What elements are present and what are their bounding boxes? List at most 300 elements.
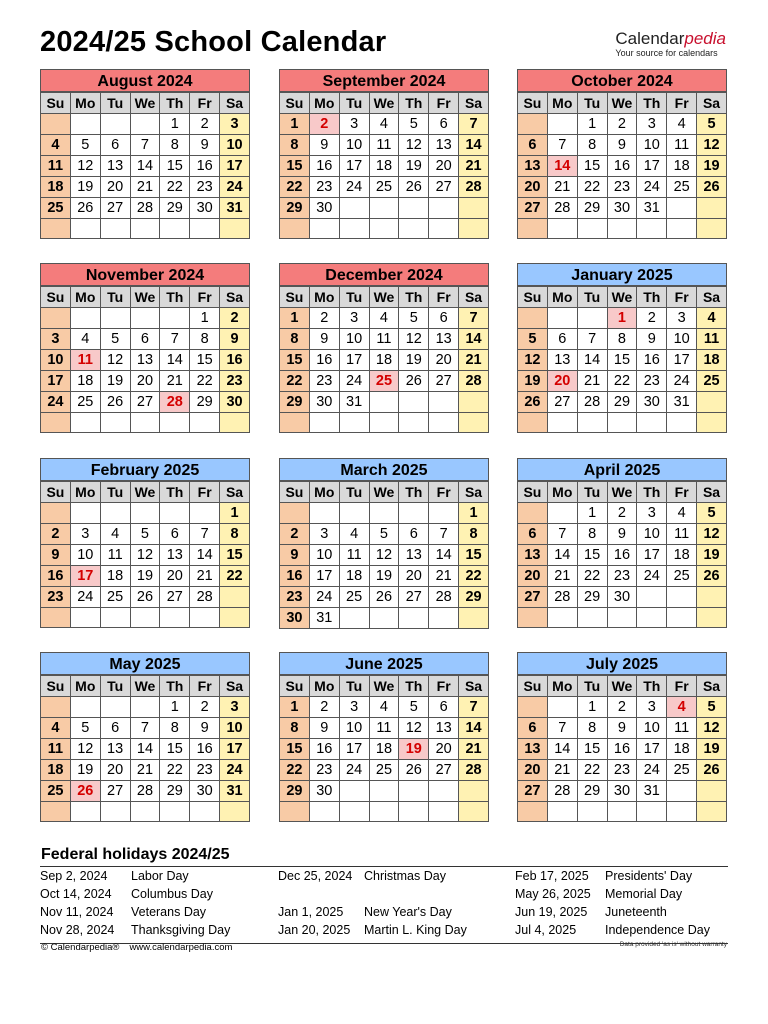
day-cell[interactable]: 18 [100, 566, 130, 587]
day-cell[interactable]: 4 [70, 329, 100, 350]
day-cell[interactable]: 25 [697, 371, 727, 392]
day-cell[interactable]: 30 [190, 781, 220, 802]
day-cell[interactable]: 19 [399, 156, 429, 177]
day-cell[interactable]: 25 [667, 177, 697, 198]
day-cell[interactable]: 10 [637, 718, 667, 739]
day-cell[interactable]: 1 [577, 114, 607, 135]
day-cell[interactable]: 9 [309, 718, 339, 739]
day-cell[interactable]: 26 [70, 198, 100, 219]
day-cell[interactable]: 12 [697, 135, 727, 156]
day-cell[interactable]: 10 [309, 545, 339, 566]
day-cell[interactable]: 25 [667, 760, 697, 781]
day-cell[interactable]: 11 [697, 329, 727, 350]
day-cell[interactable]: 9 [607, 135, 637, 156]
holiday-day-cell[interactable]: 20 [547, 371, 577, 392]
day-cell[interactable]: 17 [339, 350, 369, 371]
day-cell[interactable]: 1 [160, 697, 190, 718]
day-cell[interactable]: 6 [518, 135, 548, 156]
day-cell[interactable]: 3 [339, 114, 369, 135]
day-cell[interactable]: 9 [190, 718, 220, 739]
day-cell[interactable]: 8 [577, 718, 607, 739]
day-cell[interactable]: 8 [220, 524, 250, 545]
holiday-day-cell[interactable]: 26 [70, 781, 100, 802]
day-cell[interactable]: 15 [280, 156, 310, 177]
day-cell[interactable]: 3 [41, 329, 71, 350]
day-cell[interactable]: 24 [220, 760, 250, 781]
day-cell[interactable]: 20 [518, 177, 548, 198]
day-cell[interactable]: 19 [100, 371, 130, 392]
day-cell[interactable]: 2 [309, 308, 339, 329]
day-cell[interactable]: 8 [607, 329, 637, 350]
holiday-day-cell[interactable]: 11 [70, 350, 100, 371]
holiday-day-cell[interactable]: 28 [160, 392, 190, 413]
day-cell[interactable]: 18 [667, 739, 697, 760]
day-cell[interactable]: 28 [547, 587, 577, 608]
day-cell[interactable]: 9 [41, 545, 71, 566]
day-cell[interactable]: 29 [190, 392, 220, 413]
day-cell[interactable]: 11 [369, 329, 399, 350]
day-cell[interactable]: 1 [577, 697, 607, 718]
day-cell[interactable]: 6 [160, 524, 190, 545]
day-cell[interactable]: 15 [220, 545, 250, 566]
day-cell[interactable]: 18 [369, 156, 399, 177]
day-cell[interactable]: 27 [100, 198, 130, 219]
day-cell[interactable]: 9 [607, 718, 637, 739]
day-cell[interactable]: 26 [518, 392, 548, 413]
day-cell[interactable]: 23 [607, 760, 637, 781]
day-cell[interactable]: 20 [518, 760, 548, 781]
day-cell[interactable]: 2 [220, 308, 250, 329]
day-cell[interactable]: 13 [100, 156, 130, 177]
day-cell[interactable]: 16 [309, 156, 339, 177]
day-cell[interactable]: 10 [339, 329, 369, 350]
day-cell[interactable]: 30 [637, 392, 667, 413]
day-cell[interactable]: 23 [607, 177, 637, 198]
day-cell[interactable]: 8 [160, 718, 190, 739]
day-cell[interactable]: 14 [130, 156, 160, 177]
day-cell[interactable]: 12 [100, 350, 130, 371]
day-cell[interactable]: 19 [70, 177, 100, 198]
day-cell[interactable]: 16 [190, 739, 220, 760]
day-cell[interactable]: 7 [547, 718, 577, 739]
day-cell[interactable]: 23 [280, 587, 310, 608]
day-cell[interactable]: 21 [130, 760, 160, 781]
day-cell[interactable]: 6 [130, 329, 160, 350]
day-cell[interactable]: 17 [667, 350, 697, 371]
day-cell[interactable]: 22 [607, 371, 637, 392]
day-cell[interactable]: 4 [339, 524, 369, 545]
day-cell[interactable]: 12 [130, 545, 160, 566]
day-cell[interactable]: 10 [70, 545, 100, 566]
day-cell[interactable]: 7 [459, 114, 489, 135]
day-cell[interactable]: 29 [280, 392, 310, 413]
day-cell[interactable]: 22 [160, 177, 190, 198]
day-cell[interactable]: 28 [130, 198, 160, 219]
day-cell[interactable]: 8 [280, 135, 310, 156]
day-cell[interactable]: 11 [339, 545, 369, 566]
day-cell[interactable]: 9 [280, 545, 310, 566]
day-cell[interactable]: 23 [220, 371, 250, 392]
day-cell[interactable]: 21 [547, 177, 577, 198]
day-cell[interactable]: 19 [70, 760, 100, 781]
day-cell[interactable]: 7 [160, 329, 190, 350]
day-cell[interactable]: 29 [577, 781, 607, 802]
day-cell[interactable]: 19 [697, 545, 727, 566]
day-cell[interactable]: 18 [667, 156, 697, 177]
day-cell[interactable]: 29 [280, 781, 310, 802]
day-cell[interactable]: 14 [459, 135, 489, 156]
day-cell[interactable]: 1 [160, 114, 190, 135]
day-cell[interactable]: 1 [280, 697, 310, 718]
day-cell[interactable]: 19 [697, 739, 727, 760]
day-cell[interactable]: 8 [459, 524, 489, 545]
day-cell[interactable]: 22 [160, 760, 190, 781]
footer-url[interactable]: www.calendarpedia.com [129, 942, 233, 953]
day-cell[interactable]: 7 [130, 718, 160, 739]
day-cell[interactable]: 3 [637, 697, 667, 718]
day-cell[interactable]: 28 [190, 587, 220, 608]
day-cell[interactable]: 5 [399, 308, 429, 329]
day-cell[interactable]: 31 [637, 198, 667, 219]
day-cell[interactable]: 9 [220, 329, 250, 350]
holiday-day-cell[interactable]: 17 [70, 566, 100, 587]
day-cell[interactable]: 22 [280, 371, 310, 392]
day-cell[interactable]: 23 [41, 587, 71, 608]
day-cell[interactable]: 5 [399, 697, 429, 718]
day-cell[interactable]: 10 [637, 524, 667, 545]
day-cell[interactable]: 26 [399, 760, 429, 781]
day-cell[interactable]: 6 [429, 308, 459, 329]
day-cell[interactable]: 13 [518, 739, 548, 760]
day-cell[interactable]: 27 [518, 781, 548, 802]
day-cell[interactable]: 16 [607, 545, 637, 566]
day-cell[interactable]: 28 [577, 392, 607, 413]
day-cell[interactable]: 10 [220, 135, 250, 156]
day-cell[interactable]: 29 [160, 781, 190, 802]
day-cell[interactable]: 15 [577, 156, 607, 177]
day-cell[interactable]: 26 [130, 587, 160, 608]
day-cell[interactable]: 8 [577, 524, 607, 545]
day-cell[interactable]: 31 [637, 781, 667, 802]
day-cell[interactable]: 27 [399, 587, 429, 608]
day-cell[interactable]: 3 [220, 114, 250, 135]
day-cell[interactable]: 13 [518, 156, 548, 177]
day-cell[interactable]: 14 [429, 545, 459, 566]
day-cell[interactable]: 7 [429, 524, 459, 545]
day-cell[interactable]: 21 [190, 566, 220, 587]
day-cell[interactable]: 27 [160, 587, 190, 608]
day-cell[interactable]: 15 [280, 739, 310, 760]
day-cell[interactable]: 21 [459, 739, 489, 760]
day-cell[interactable]: 17 [339, 739, 369, 760]
day-cell[interactable]: 3 [637, 503, 667, 524]
day-cell[interactable]: 17 [220, 739, 250, 760]
holiday-day-cell[interactable]: 1 [607, 308, 637, 329]
day-cell[interactable]: 12 [399, 718, 429, 739]
day-cell[interactable]: 24 [339, 760, 369, 781]
day-cell[interactable]: 1 [190, 308, 220, 329]
day-cell[interactable]: 25 [667, 566, 697, 587]
day-cell[interactable]: 20 [100, 760, 130, 781]
brand-logo[interactable] [615, 30, 726, 58]
day-cell[interactable]: 6 [518, 524, 548, 545]
day-cell[interactable]: 27 [429, 760, 459, 781]
day-cell[interactable]: 29 [577, 198, 607, 219]
day-cell[interactable]: 15 [577, 739, 607, 760]
day-cell[interactable]: 2 [607, 114, 637, 135]
day-cell[interactable]: 3 [637, 114, 667, 135]
day-cell[interactable]: 31 [667, 392, 697, 413]
day-cell[interactable]: 4 [667, 503, 697, 524]
day-cell[interactable]: 21 [160, 371, 190, 392]
day-cell[interactable]: 14 [547, 739, 577, 760]
day-cell[interactable]: 7 [459, 697, 489, 718]
day-cell[interactable]: 22 [280, 177, 310, 198]
day-cell[interactable]: 2 [309, 697, 339, 718]
day-cell[interactable]: 16 [280, 566, 310, 587]
day-cell[interactable]: 2 [190, 114, 220, 135]
day-cell[interactable]: 2 [280, 524, 310, 545]
day-cell[interactable]: 30 [309, 781, 339, 802]
day-cell[interactable]: 25 [41, 198, 71, 219]
day-cell[interactable]: 6 [100, 135, 130, 156]
day-cell[interactable]: 27 [429, 371, 459, 392]
day-cell[interactable]: 19 [518, 371, 548, 392]
day-cell[interactable]: 25 [100, 587, 130, 608]
day-cell[interactable]: 24 [339, 177, 369, 198]
day-cell[interactable]: 13 [429, 718, 459, 739]
day-cell[interactable]: 3 [70, 524, 100, 545]
day-cell[interactable]: 17 [339, 156, 369, 177]
day-cell[interactable]: 15 [459, 545, 489, 566]
day-cell[interactable]: 18 [697, 350, 727, 371]
day-cell[interactable]: 18 [41, 760, 71, 781]
day-cell[interactable]: 11 [369, 135, 399, 156]
day-cell[interactable]: 6 [399, 524, 429, 545]
day-cell[interactable]: 25 [369, 760, 399, 781]
day-cell[interactable]: 5 [697, 503, 727, 524]
day-cell[interactable]: 20 [429, 739, 459, 760]
day-cell[interactable]: 31 [220, 198, 250, 219]
day-cell[interactable]: 19 [130, 566, 160, 587]
day-cell[interactable]: 16 [607, 739, 637, 760]
day-cell[interactable]: 13 [518, 545, 548, 566]
day-cell[interactable]: 9 [637, 329, 667, 350]
day-cell[interactable]: 10 [220, 718, 250, 739]
day-cell[interactable]: 3 [220, 697, 250, 718]
day-cell[interactable]: 15 [607, 350, 637, 371]
day-cell[interactable]: 27 [130, 392, 160, 413]
day-cell[interactable]: 23 [190, 177, 220, 198]
day-cell[interactable]: 31 [309, 608, 339, 629]
day-cell[interactable]: 1 [577, 503, 607, 524]
day-cell[interactable]: 29 [607, 392, 637, 413]
day-cell[interactable]: 30 [607, 198, 637, 219]
day-cell[interactable]: 21 [459, 156, 489, 177]
day-cell[interactable]: 12 [70, 156, 100, 177]
day-cell[interactable]: 24 [637, 760, 667, 781]
day-cell[interactable]: 21 [459, 350, 489, 371]
day-cell[interactable]: 28 [547, 781, 577, 802]
day-cell[interactable]: 11 [667, 135, 697, 156]
day-cell[interactable]: 11 [100, 545, 130, 566]
day-cell[interactable]: 4 [369, 697, 399, 718]
day-cell[interactable]: 25 [339, 587, 369, 608]
day-cell[interactable]: 7 [130, 135, 160, 156]
day-cell[interactable]: 7 [459, 308, 489, 329]
day-cell[interactable]: 25 [70, 392, 100, 413]
day-cell[interactable]: 2 [190, 697, 220, 718]
day-cell[interactable]: 8 [160, 135, 190, 156]
day-cell[interactable]: 14 [547, 545, 577, 566]
day-cell[interactable]: 2 [637, 308, 667, 329]
day-cell[interactable]: 21 [130, 177, 160, 198]
day-cell[interactable]: 18 [339, 566, 369, 587]
day-cell[interactable]: 5 [70, 718, 100, 739]
day-cell[interactable]: 14 [190, 545, 220, 566]
day-cell[interactable]: 12 [697, 718, 727, 739]
holiday-day-cell[interactable]: 14 [547, 156, 577, 177]
day-cell[interactable]: 4 [41, 718, 71, 739]
day-cell[interactable]: 1 [280, 114, 310, 135]
day-cell[interactable]: 16 [220, 350, 250, 371]
day-cell[interactable]: 13 [160, 545, 190, 566]
day-cell[interactable]: 25 [369, 177, 399, 198]
day-cell[interactable]: 7 [577, 329, 607, 350]
day-cell[interactable]: 24 [339, 371, 369, 392]
day-cell[interactable]: 14 [130, 739, 160, 760]
day-cell[interactable]: 2 [607, 697, 637, 718]
day-cell[interactable]: 4 [667, 114, 697, 135]
day-cell[interactable]: 28 [459, 177, 489, 198]
day-cell[interactable]: 12 [697, 524, 727, 545]
day-cell[interactable]: 30 [190, 198, 220, 219]
day-cell[interactable]: 19 [697, 156, 727, 177]
day-cell[interactable]: 20 [100, 177, 130, 198]
day-cell[interactable]: 23 [637, 371, 667, 392]
holiday-day-cell[interactable]: 2 [309, 114, 339, 135]
day-cell[interactable]: 17 [637, 545, 667, 566]
day-cell[interactable]: 10 [339, 135, 369, 156]
day-cell[interactable]: 9 [190, 135, 220, 156]
day-cell[interactable]: 8 [577, 135, 607, 156]
day-cell[interactable]: 4 [697, 308, 727, 329]
day-cell[interactable]: 15 [190, 350, 220, 371]
day-cell[interactable]: 12 [518, 350, 548, 371]
day-cell[interactable]: 22 [577, 566, 607, 587]
day-cell[interactable]: 21 [547, 566, 577, 587]
day-cell[interactable]: 15 [160, 156, 190, 177]
day-cell[interactable]: 5 [130, 524, 160, 545]
day-cell[interactable]: 23 [309, 177, 339, 198]
day-cell[interactable]: 30 [309, 198, 339, 219]
day-cell[interactable]: 10 [339, 718, 369, 739]
day-cell[interactable]: 20 [130, 371, 160, 392]
day-cell[interactable]: 6 [518, 718, 548, 739]
day-cell[interactable]: 20 [518, 566, 548, 587]
day-cell[interactable]: 10 [667, 329, 697, 350]
day-cell[interactable]: 5 [369, 524, 399, 545]
day-cell[interactable]: 12 [369, 545, 399, 566]
day-cell[interactable]: 16 [309, 739, 339, 760]
day-cell[interactable]: 11 [667, 718, 697, 739]
day-cell[interactable]: 15 [280, 350, 310, 371]
day-cell[interactable]: 13 [399, 545, 429, 566]
day-cell[interactable]: 3 [339, 697, 369, 718]
day-cell[interactable]: 20 [399, 566, 429, 587]
day-cell[interactable]: 14 [459, 718, 489, 739]
day-cell[interactable]: 5 [70, 135, 100, 156]
day-cell[interactable]: 19 [399, 350, 429, 371]
day-cell[interactable]: 6 [100, 718, 130, 739]
day-cell[interactable]: 1 [459, 503, 489, 524]
day-cell[interactable]: 1 [220, 503, 250, 524]
day-cell[interactable]: 22 [220, 566, 250, 587]
day-cell[interactable]: 23 [190, 760, 220, 781]
day-cell[interactable]: 24 [667, 371, 697, 392]
day-cell[interactable]: 17 [637, 739, 667, 760]
day-cell[interactable]: 23 [607, 566, 637, 587]
day-cell[interactable]: 24 [41, 392, 71, 413]
day-cell[interactable]: 30 [309, 392, 339, 413]
day-cell[interactable]: 16 [190, 156, 220, 177]
day-cell[interactable]: 12 [399, 135, 429, 156]
day-cell[interactable]: 28 [459, 371, 489, 392]
day-cell[interactable]: 26 [100, 392, 130, 413]
day-cell[interactable]: 10 [637, 135, 667, 156]
day-cell[interactable]: 19 [369, 566, 399, 587]
day-cell[interactable]: 29 [577, 587, 607, 608]
day-cell[interactable]: 13 [429, 329, 459, 350]
day-cell[interactable]: 15 [160, 739, 190, 760]
day-cell[interactable]: 24 [309, 587, 339, 608]
day-cell[interactable]: 1 [280, 308, 310, 329]
day-cell[interactable]: 30 [220, 392, 250, 413]
day-cell[interactable]: 6 [547, 329, 577, 350]
day-cell[interactable]: 24 [70, 587, 100, 608]
day-cell[interactable]: 31 [220, 781, 250, 802]
day-cell[interactable]: 16 [637, 350, 667, 371]
day-cell[interactable]: 9 [309, 135, 339, 156]
day-cell[interactable]: 26 [697, 760, 727, 781]
day-cell[interactable]: 18 [70, 371, 100, 392]
day-cell[interactable]: 29 [459, 587, 489, 608]
day-cell[interactable]: 9 [309, 329, 339, 350]
day-cell[interactable]: 6 [429, 697, 459, 718]
day-cell[interactable]: 27 [518, 587, 548, 608]
day-cell[interactable]: 3 [339, 308, 369, 329]
day-cell[interactable]: 15 [577, 545, 607, 566]
day-cell[interactable]: 24 [637, 566, 667, 587]
day-cell[interactable]: 28 [547, 198, 577, 219]
day-cell[interactable]: 18 [667, 545, 697, 566]
day-cell[interactable]: 7 [547, 524, 577, 545]
day-cell[interactable]: 14 [160, 350, 190, 371]
day-cell[interactable]: 16 [41, 566, 71, 587]
day-cell[interactable]: 5 [518, 329, 548, 350]
day-cell[interactable]: 4 [369, 308, 399, 329]
day-cell[interactable]: 4 [41, 135, 71, 156]
day-cell[interactable]: 18 [369, 350, 399, 371]
day-cell[interactable]: 4 [100, 524, 130, 545]
day-cell[interactable]: 17 [637, 156, 667, 177]
holiday-day-cell[interactable]: 4 [667, 697, 697, 718]
day-cell[interactable]: 13 [547, 350, 577, 371]
day-cell[interactable]: 28 [429, 587, 459, 608]
day-cell[interactable]: 5 [697, 697, 727, 718]
day-cell[interactable]: 30 [280, 608, 310, 629]
day-cell[interactable]: 27 [547, 392, 577, 413]
